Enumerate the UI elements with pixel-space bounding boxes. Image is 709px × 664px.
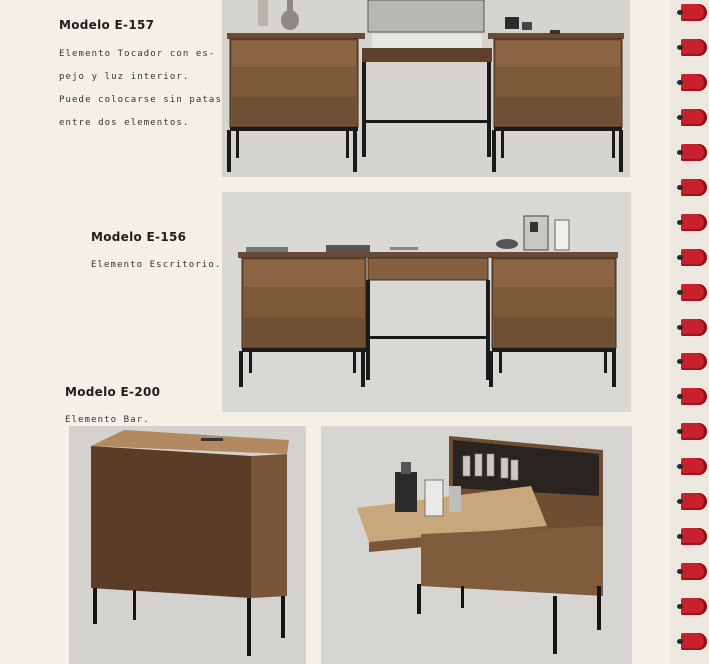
binding-ring	[681, 598, 707, 615]
binding-ring	[681, 493, 707, 510]
photo-e200-bar-open	[321, 426, 632, 664]
binding-ring	[681, 249, 707, 266]
model-e200-title: Modelo E-200	[65, 385, 161, 399]
desk-illustration	[222, 192, 631, 412]
desc-line: entre dos elementos.	[59, 117, 190, 128]
binding-ring	[681, 214, 707, 231]
binding-ring	[681, 633, 707, 650]
photo-e200-bar-closed	[69, 426, 306, 664]
binding-ring	[681, 563, 707, 580]
model-e157-description	[59, 37, 222, 141]
model-e156-description	[91, 248, 221, 283]
binding-ring	[681, 458, 707, 475]
photo-e157-vanity	[222, 0, 630, 177]
vanity-illustration	[222, 0, 630, 177]
desc-line: Elemento Tocador con es-	[59, 48, 216, 59]
desc-line: Elemento Bar.	[65, 414, 150, 425]
model-e156-title: Modelo E-156	[91, 230, 187, 244]
binding-ring	[681, 144, 707, 161]
model-e157-title: Modelo E-157	[59, 18, 155, 32]
bar-closed-illustration	[69, 426, 306, 664]
binding-ring	[681, 423, 707, 440]
binding-ring	[681, 319, 707, 336]
spiral-binding	[671, 0, 709, 664]
binding-ring	[681, 284, 707, 301]
photo-e156-desk	[222, 192, 631, 412]
desc-line: pejo y luz interior.	[59, 71, 190, 82]
binding-ring	[681, 528, 707, 545]
binding-ring	[681, 39, 707, 56]
binding-ring	[681, 109, 707, 126]
binding-ring	[681, 353, 707, 370]
binding-ring	[681, 388, 707, 405]
binding-ring	[681, 179, 707, 196]
binding-ring	[681, 4, 707, 21]
bar-open-illustration	[321, 426, 632, 664]
binding-ring	[681, 74, 707, 91]
desc-line: Elemento Escritorio.	[91, 259, 222, 270]
desc-line: Puede colocarse sin patas	[59, 94, 222, 105]
